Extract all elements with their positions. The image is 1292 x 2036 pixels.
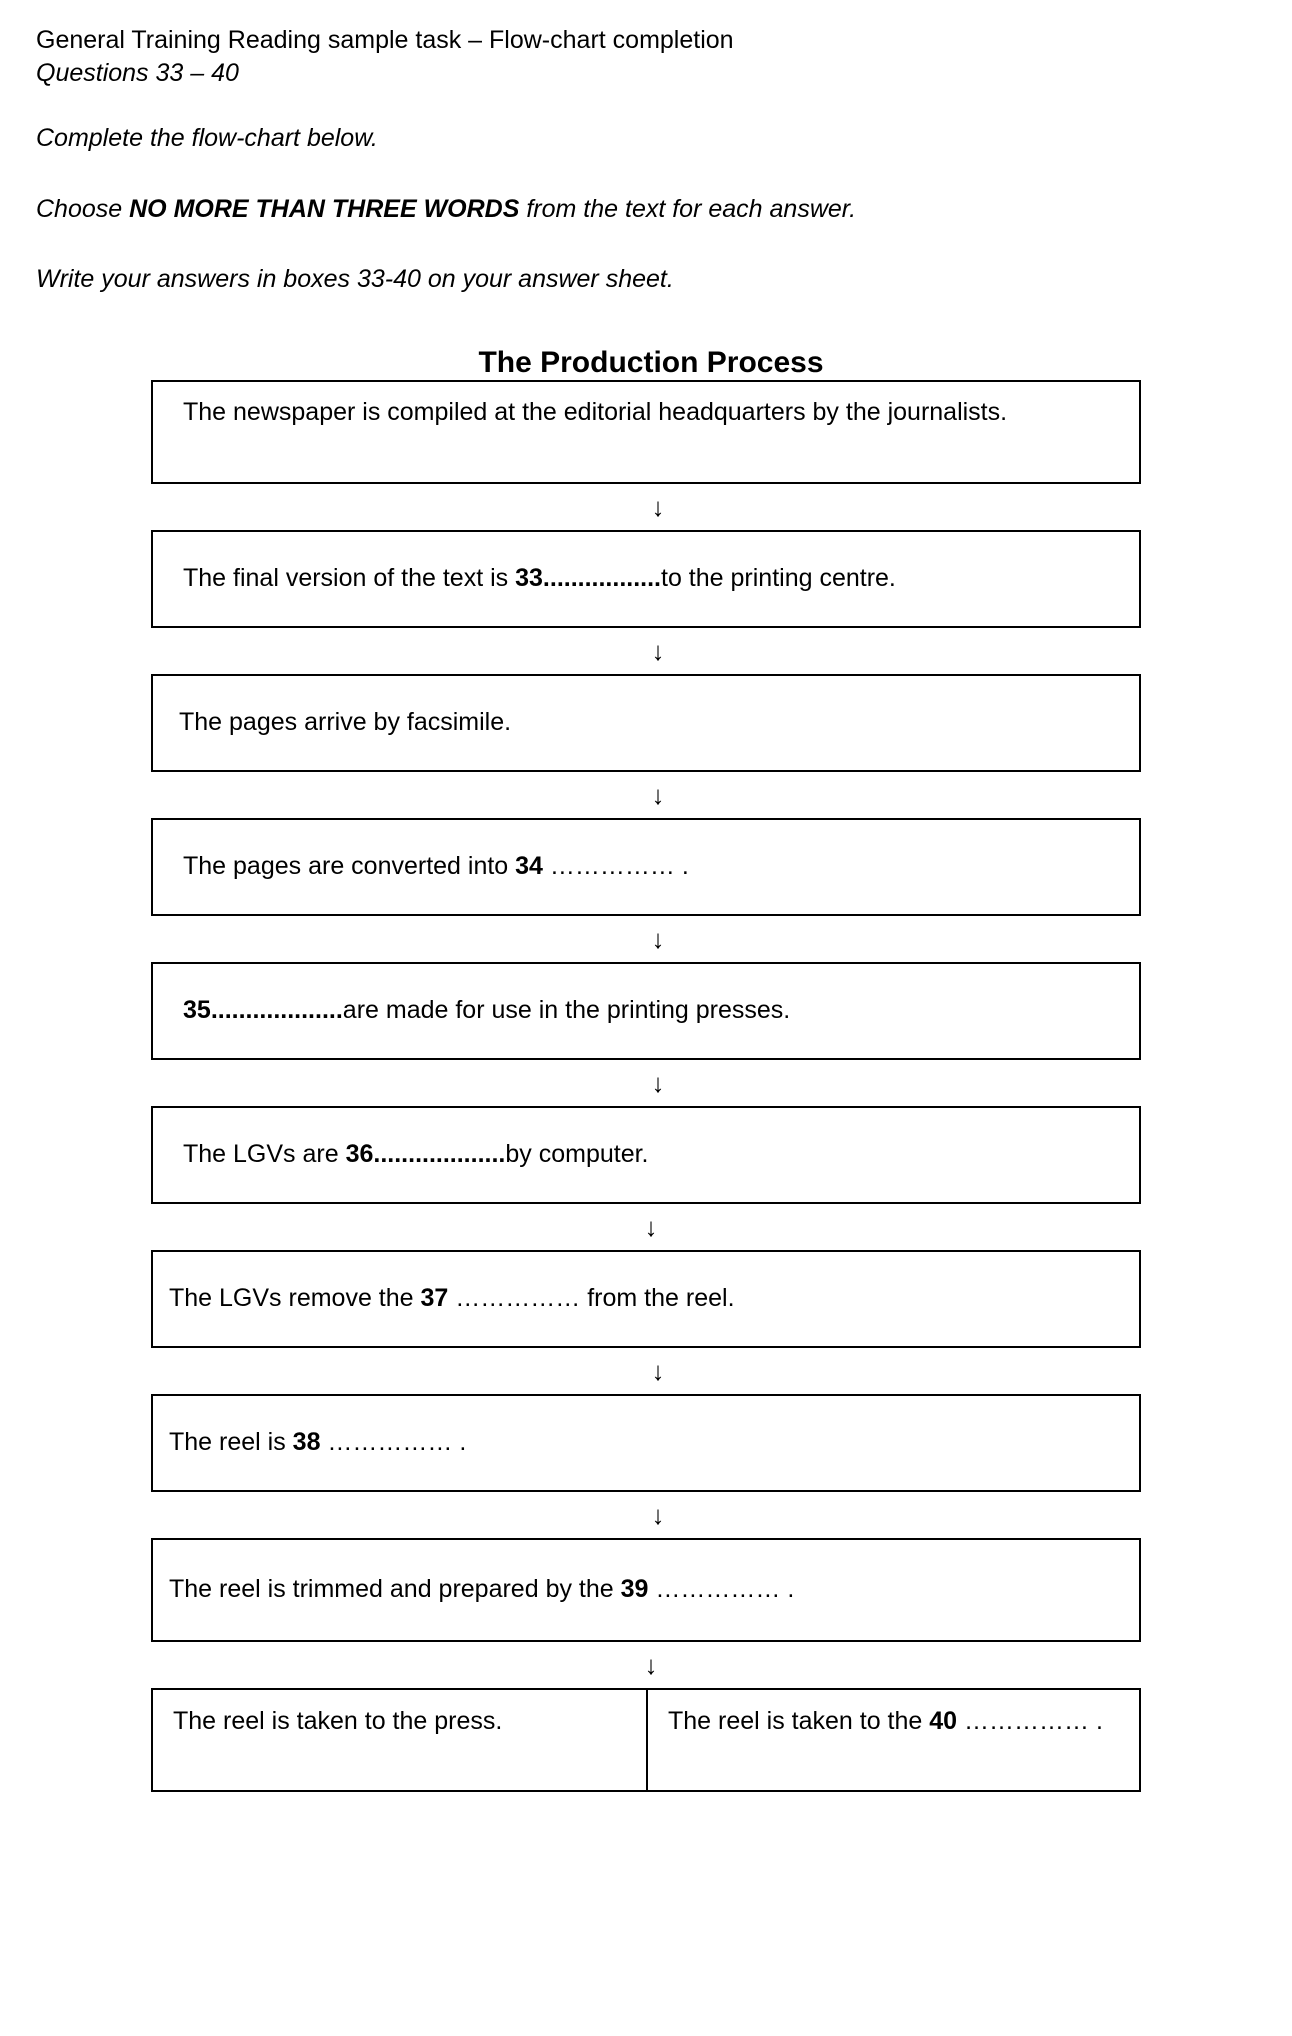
flow-step-6 <box>151 1106 1141 1204</box>
instruction-choose <box>36 193 1256 226</box>
flow-step-7-pre: The LGVs remove the <box>169 1283 421 1312</box>
flow-arrow-7 <box>151 1348 1141 1394</box>
flow-arrow-5 <box>151 1060 1141 1106</box>
flow-step-5-number: 35 <box>183 995 211 1024</box>
down-arrow-icon: ↓ <box>651 491 665 522</box>
flow-final-left: The reel is taken to the press. <box>173 1706 503 1735</box>
flow-step-final-split <box>151 1688 1141 1792</box>
flow-step-1 <box>151 380 1141 484</box>
flow-step-8-text <box>169 1426 466 1460</box>
flow-step-8-number: 38 <box>292 1427 321 1456</box>
questions-range: Questions 33 – 40 <box>36 59 239 87</box>
flow-step-8-dots: …………… <box>320 1427 460 1456</box>
flow-step-3-text: The pages arrive by facsimile. <box>179 707 512 736</box>
flow-step-6-post: by computer. <box>505 1139 649 1168</box>
flow-arrow-2 <box>151 628 1141 674</box>
flow-step-6-pre: The LGVs are <box>183 1139 346 1168</box>
flow-step-4-text <box>183 850 689 884</box>
instruction-choose-emphasis: NO MORE THAN THREE WORDS <box>129 194 520 223</box>
flow-step-2-text <box>183 562 896 596</box>
flow-step-2-pre: The final version of the text is <box>183 563 516 592</box>
flow-arrow-1 <box>151 484 1141 530</box>
flow-step-7-text <box>169 1282 735 1316</box>
flow-step-4-post: . <box>681 851 689 880</box>
flow-step-4 <box>151 818 1141 916</box>
flow-final-right-number: 40 <box>929 1706 958 1735</box>
flow-step-5-dots: ................... <box>210 995 343 1024</box>
flow-step-4-pre: The pages are converted into <box>183 851 516 880</box>
flow-step-9-pre: The reel is trimmed and prepared by the <box>169 1574 621 1603</box>
flow-final-right-dots: …………… <box>957 1706 1096 1735</box>
flow-step-9 <box>151 1538 1141 1642</box>
flow-arrow-3 <box>151 772 1141 818</box>
flow-step-9-text <box>169 1573 794 1607</box>
flow-step-9-dots: …………… <box>648 1574 788 1603</box>
down-arrow-icon: ↓ <box>651 779 665 810</box>
down-arrow-icon: ↓ <box>644 1649 658 1680</box>
flow-final-right-pre: The reel is taken to the <box>668 1706 930 1735</box>
flow-step-9-post: . <box>787 1574 795 1603</box>
flow-step-6-dots: ................... <box>373 1139 506 1168</box>
instruction-choose-prefix: Choose <box>36 194 130 223</box>
down-arrow-icon: ↓ <box>651 1499 665 1530</box>
flow-step-4-number: 34 <box>515 851 543 880</box>
flow-step-7-dots: …………… <box>448 1283 588 1312</box>
down-arrow-icon: ↓ <box>651 923 665 954</box>
down-arrow-icon: ↓ <box>651 1355 665 1386</box>
flow-step-2-number: 33 <box>515 563 543 592</box>
flow-final-right-post: . <box>1095 1706 1103 1735</box>
flow-step-3 <box>151 674 1141 772</box>
down-arrow-icon: ↓ <box>651 635 665 666</box>
flow-arrow-6 <box>151 1204 1141 1250</box>
flow-arrow-9 <box>151 1642 1141 1688</box>
flow-step-5-text <box>183 994 790 1028</box>
flowchart <box>151 380 1141 1792</box>
flowchart-title: The Production Process <box>478 345 824 379</box>
flow-step-7-number: 37 <box>420 1283 449 1312</box>
flow-step-8-post: . <box>459 1427 467 1456</box>
flow-step-7 <box>151 1250 1141 1348</box>
flow-arrow-8 <box>151 1492 1141 1538</box>
down-arrow-icon: ↓ <box>644 1211 658 1242</box>
flow-step-7-post: from the reel. <box>587 1283 735 1312</box>
flow-step-6-number: 36 <box>345 1139 374 1168</box>
flow-step-5 <box>151 962 1141 1060</box>
flow-step-8 <box>151 1394 1141 1492</box>
instruction-complete: Complete the flow-chart below. <box>36 124 378 152</box>
instruction-choose-suffix: from the text for each answer. <box>519 194 857 223</box>
flow-step-4-dots: …………… <box>542 851 682 880</box>
task-heading: General Training Reading sample task – Flow-chart completion <box>36 26 734 54</box>
instruction-write: Write your answers in boxes 33-40 on your answer sheet. <box>36 265 674 293</box>
down-arrow-icon: ↓ <box>651 1067 665 1098</box>
flow-step-2-post: to the printing centre. <box>661 563 896 592</box>
flow-arrow-4 <box>151 916 1141 962</box>
flow-step-1-text: The newspaper is compiled at the editorial headquarters by the journalists. <box>183 397 1008 426</box>
flow-step-5-post: are made for use in the printing presses. <box>342 995 791 1024</box>
flow-step-2 <box>151 530 1141 628</box>
flow-step-2-dots: ................. <box>542 563 662 592</box>
flow-step-9-number: 39 <box>620 1574 649 1603</box>
flow-step-6-text <box>183 1138 649 1172</box>
flow-final-right <box>646 1690 1139 1790</box>
flow-step-8-pre: The reel is <box>169 1427 293 1456</box>
